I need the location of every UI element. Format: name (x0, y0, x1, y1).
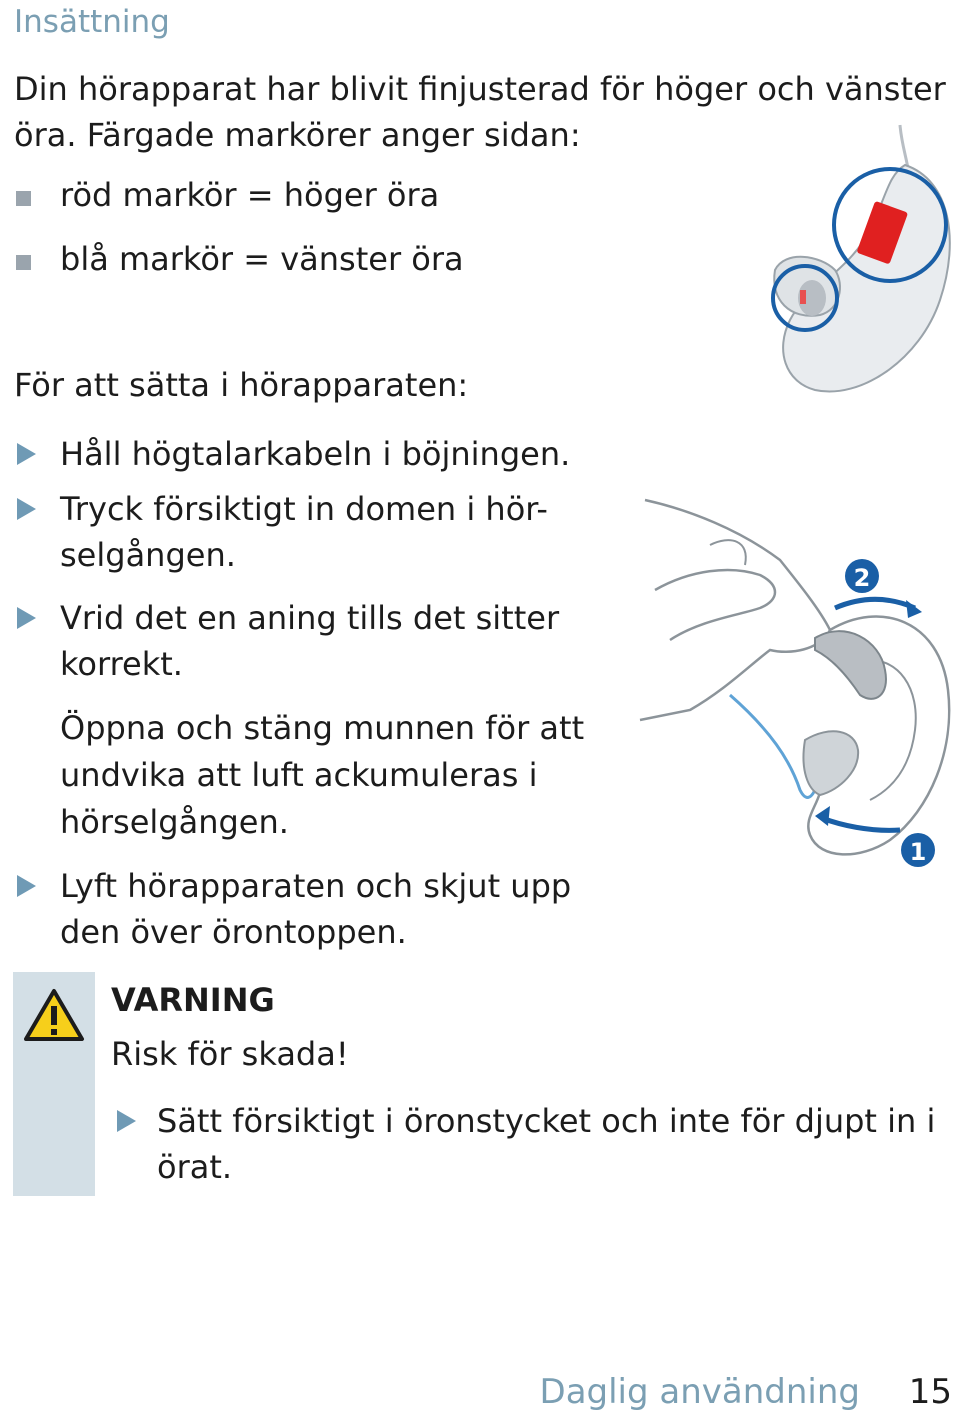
hearing-aid-markers-illustration (760, 120, 960, 410)
insert-arrow-icon (822, 818, 900, 830)
square-bullet-icon (16, 191, 31, 206)
page-number: 15 (908, 1372, 952, 1412)
step-1-text: Håll högtalarkabeln i böjningen. (60, 435, 571, 473)
step-3-text: Vrid det en aning tills det sitter korrekt. (60, 599, 560, 683)
rotate-arrowhead-icon (906, 600, 922, 618)
step-1 (14, 431, 594, 477)
step-3-note: Öppna och stäng munnen för att undvika att luft ackumuleras i hörselgången. (60, 709, 585, 841)
hand-outline-icon (640, 500, 830, 720)
hearing-aid-icon (815, 631, 886, 699)
step-3 (14, 595, 574, 687)
step-4 (14, 863, 614, 955)
insert-arrowhead-icon (815, 806, 830, 826)
step-2-text: Tryck försiktigt in domen i hör-selgången. (60, 490, 548, 574)
intro-paragraph: Din hörapparat har blivit finjusterad för höger och vänster öra. Färgade markörer anger sidan: (14, 70, 946, 154)
warning-step-text: Sätt försiktigt i öronstycket och inte för djupt in i örat. (157, 1102, 936, 1186)
step-4-text: Lyft hörapparaten och skjut upp den över örontoppen. (60, 867, 572, 951)
warning-text: Risk för skada! (111, 1035, 349, 1073)
small-red-marker-icon (800, 290, 806, 304)
triangle-bullet-icon (17, 443, 36, 465)
finger-outline-icon (655, 570, 775, 640)
warning-title: VARNING (111, 981, 275, 1019)
page-heading: Insättning (14, 4, 170, 40)
speaker-cable-icon (730, 695, 815, 798)
footer-section-title: Daglig användning (539, 1372, 860, 1412)
step-2 (14, 486, 574, 578)
finger-detail-icon (710, 540, 746, 565)
triangle-bullet-icon (17, 498, 36, 520)
dome-icon (803, 731, 858, 795)
triangle-bullet-icon (17, 875, 36, 897)
warning-sidebar (13, 972, 95, 1196)
warning-step (111, 1098, 951, 1190)
triangle-bullet-icon (117, 1110, 136, 1132)
step-1-badge-label: 1 (909, 838, 927, 866)
triangle-bullet-icon (17, 607, 36, 629)
square-bullet-icon (16, 255, 31, 270)
instructions-lead: För att sätta i hörapparaten: (14, 366, 469, 404)
step-2-badge-label: 2 (853, 564, 871, 592)
marker-red-text: röd markör = höger öra (60, 176, 440, 214)
warning-triangle-icon (23, 988, 85, 1042)
marker-blue-text: blå markör = vänster öra (60, 240, 464, 278)
ear-insertion-illustration (630, 490, 960, 890)
rotate-arrow-icon (835, 599, 915, 608)
